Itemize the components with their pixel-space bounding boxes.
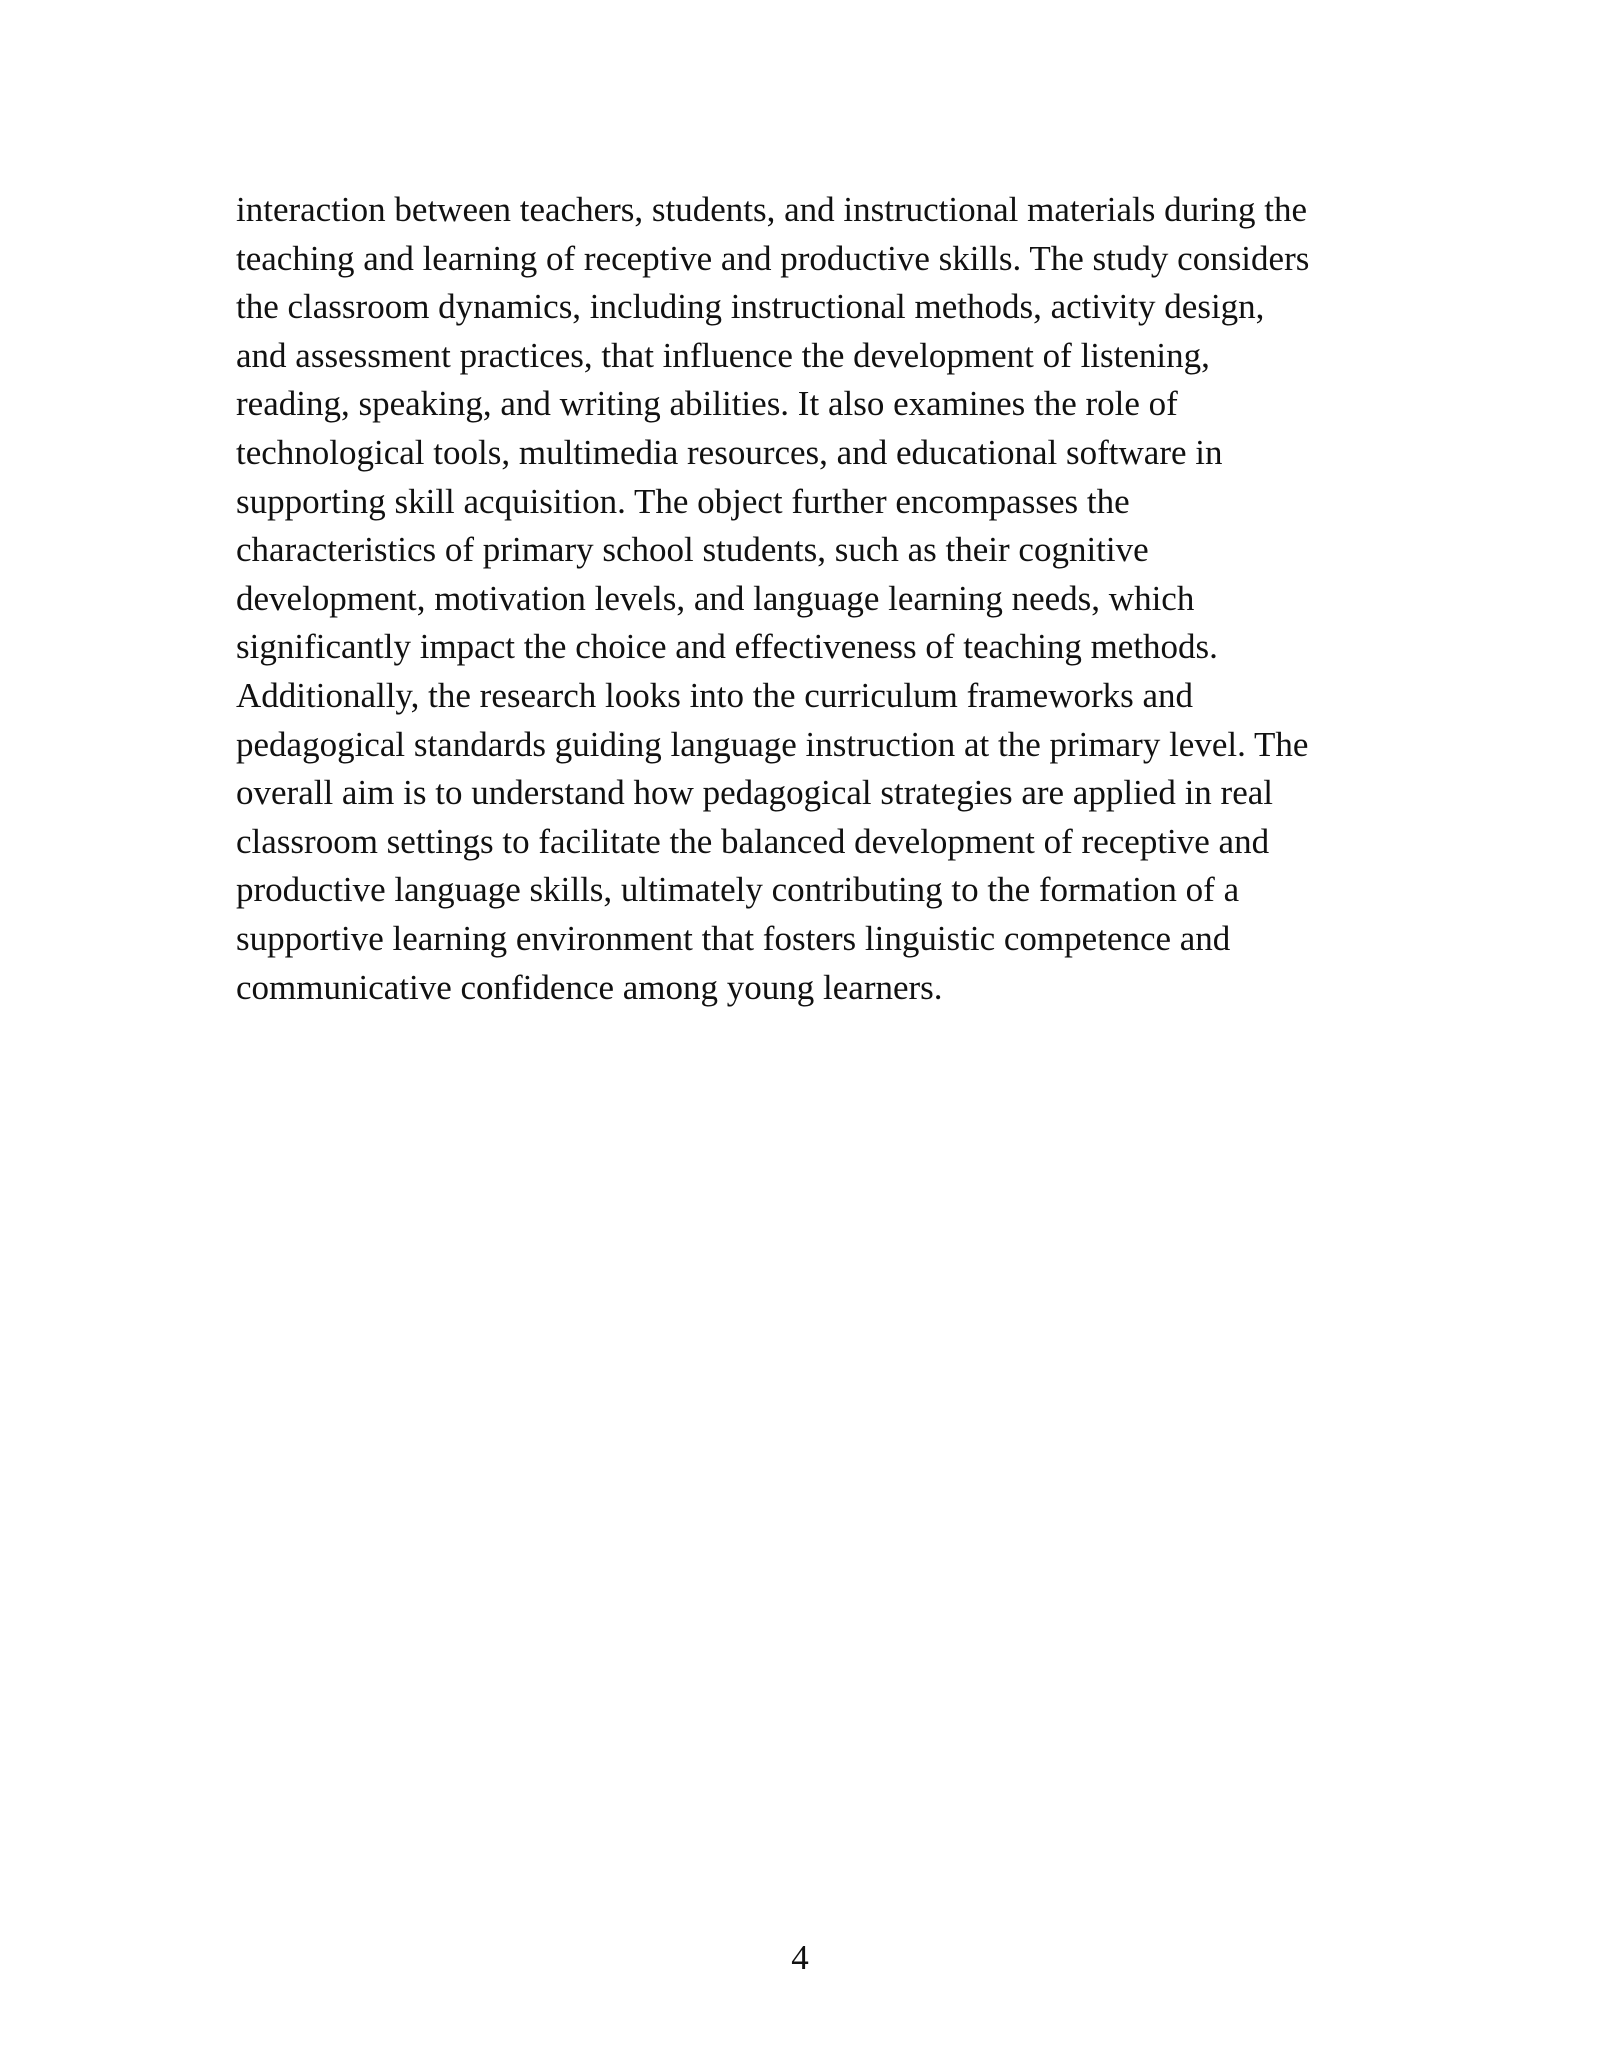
paragraph-line: interaction between teachers, students, and instructional materials during the: [236, 190, 1308, 229]
paragraph-line: productive language skills, ultimately contributing to the formation of a: [236, 870, 1240, 910]
paragraph-line: classroom settings to facilitate the balanced development of receptive and: [236, 821, 1270, 861]
paragraph-line: technological tools, multimedia resources, and educational software in: [236, 432, 1223, 472]
paragraph-line: overall aim is to understand how pedagogical strategies are applied in real: [236, 773, 1273, 813]
paragraph-line: the classroom dynamics, including instructional methods, activity design,: [236, 287, 1265, 327]
paragraph-line: significantly impact the choice and effectiveness of teaching methods.: [236, 627, 1218, 667]
paragraph-line: supportive learning environment that fosters linguistic competence and: [236, 918, 1231, 958]
paragraph-line: pedagogical standards guiding language instruction at the primary level. The: [236, 724, 1309, 764]
page-number: 4: [791, 1938, 809, 1977]
paragraph-line: reading, speaking, and writing abilities. It also examines the role of: [236, 384, 1178, 424]
paragraph-line: and assessment practices, that influence the development of listening,: [236, 335, 1210, 375]
body-paragraph: [236, 186, 1436, 1012]
paragraph-line: supporting skill acquisition. The object further encompasses the: [236, 481, 1130, 521]
paragraph-line: teaching and learning of receptive and productive skills. The study considers: [236, 238, 1310, 278]
paragraph-line: development, motivation levels, and language learning needs, which: [236, 578, 1195, 618]
paragraph-line: Additionally, the research looks into the curriculum frameworks and: [236, 675, 1194, 715]
paragraph-line: characteristics of primary school students, such as their cognitive: [236, 530, 1149, 570]
paragraph-line: communicative confidence among young learners.: [236, 967, 943, 1007]
